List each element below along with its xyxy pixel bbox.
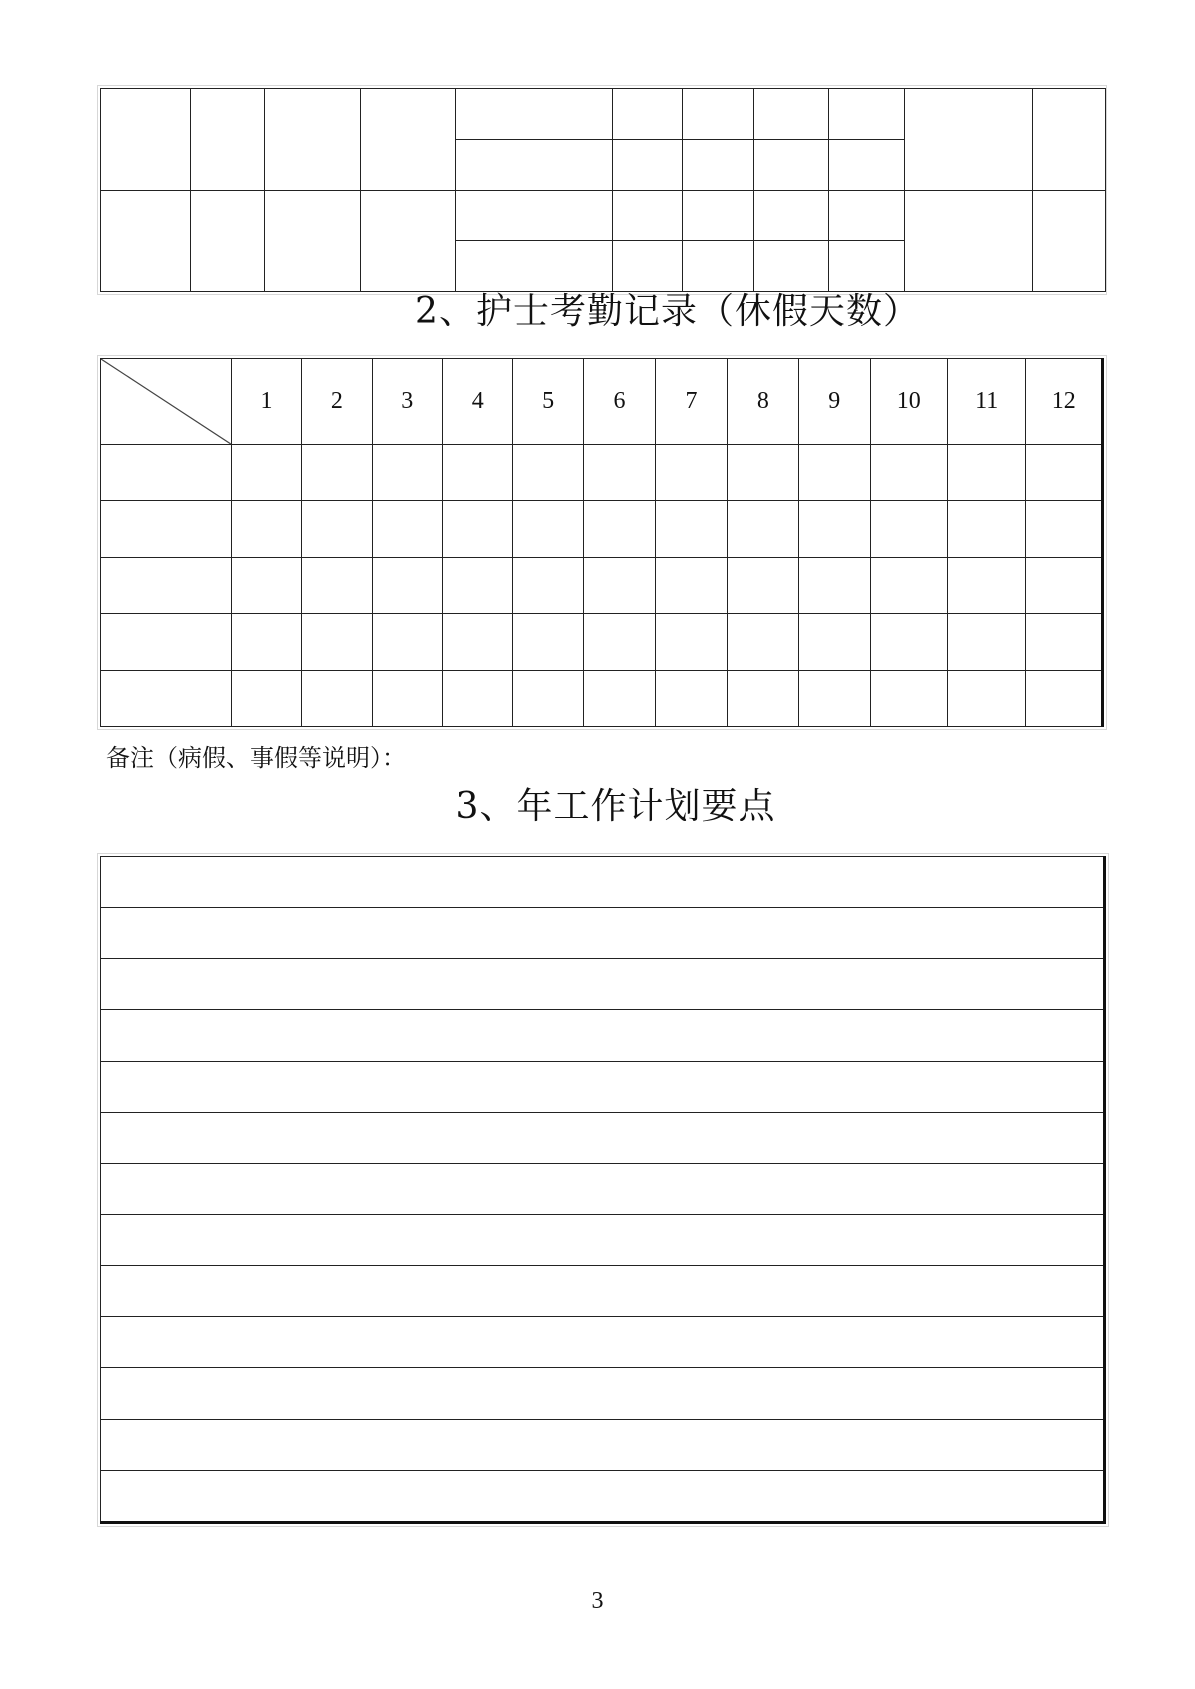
- table-cell[interactable]: [443, 501, 513, 557]
- work-plan-line[interactable]: [101, 1112, 1105, 1163]
- table-cell[interactable]: [583, 501, 655, 557]
- table-cell[interactable]: [302, 670, 372, 726]
- table-cell[interactable]: [513, 670, 583, 726]
- table-cell[interactable]: [947, 445, 1025, 501]
- table-cell[interactable]: [583, 670, 655, 726]
- table-cell[interactable]: [613, 190, 683, 241]
- table-cell[interactable]: [231, 501, 301, 557]
- month-header-row: [101, 359, 1103, 445]
- table-cell[interactable]: [799, 614, 870, 670]
- table-cell[interactable]: [727, 557, 798, 613]
- table-cell[interactable]: [456, 89, 613, 140]
- table-cell[interactable]: [513, 501, 583, 557]
- table-cell[interactable]: [947, 557, 1025, 613]
- table-cell[interactable]: [683, 190, 754, 241]
- table-cell[interactable]: [101, 501, 232, 557]
- table-cell[interactable]: [302, 501, 372, 557]
- page-number: 3: [591, 1588, 604, 1614]
- table-cell[interactable]: [372, 670, 442, 726]
- table-cell[interactable]: [443, 670, 513, 726]
- month-header-11: 11: [947, 359, 1025, 445]
- table-cell[interactable]: [191, 89, 265, 191]
- work-plan-line[interactable]: [101, 1470, 1105, 1522]
- table-cell[interactable]: [656, 614, 727, 670]
- table-cell[interactable]: [302, 557, 372, 613]
- table-cell[interactable]: [302, 614, 372, 670]
- table-cell[interactable]: [613, 89, 683, 140]
- table-cell[interactable]: [799, 670, 870, 726]
- table-cell[interactable]: [443, 445, 513, 501]
- month-header-2: 2: [302, 359, 372, 445]
- table-cell[interactable]: [231, 557, 301, 613]
- table-cell[interactable]: [361, 89, 456, 191]
- work-plan-line[interactable]: [101, 857, 1105, 908]
- table-cell[interactable]: [513, 445, 583, 501]
- table-cell[interactable]: [947, 501, 1025, 557]
- month-header-1: 1: [231, 359, 301, 445]
- table-cell[interactable]: [829, 89, 905, 140]
- work-plan-line[interactable]: [101, 1061, 1105, 1112]
- month-header-6: 6: [583, 359, 655, 445]
- table-cell[interactable]: [1026, 614, 1103, 670]
- table-cell[interactable]: [372, 614, 442, 670]
- attendance-row: [101, 670, 1103, 726]
- work-plan-section-title: 3、年工作计划要点: [455, 786, 776, 827]
- table-cell[interactable]: [754, 89, 829, 140]
- work-plan-line[interactable]: [101, 1214, 1105, 1265]
- table-cell[interactable]: [361, 190, 456, 292]
- table-cell[interactable]: [947, 614, 1025, 670]
- table-cell[interactable]: [656, 557, 727, 613]
- table-cell[interactable]: [613, 139, 683, 190]
- table-cell[interactable]: [583, 445, 655, 501]
- table-cell[interactable]: [1026, 670, 1103, 726]
- table-cell[interactable]: [905, 89, 1033, 191]
- work-plan-line[interactable]: [101, 1368, 1105, 1419]
- table-cell[interactable]: [1026, 445, 1103, 501]
- table-cell[interactable]: [799, 557, 870, 613]
- table-cell[interactable]: [101, 445, 232, 501]
- table-cell[interactable]: [683, 139, 754, 190]
- table-cell[interactable]: [302, 445, 372, 501]
- table-cell[interactable]: [905, 190, 1033, 292]
- continued-table: [97, 85, 1107, 295]
- table-cell[interactable]: [456, 190, 613, 241]
- table-cell[interactable]: [1033, 89, 1106, 191]
- table-cell[interactable]: [231, 614, 301, 670]
- table-cell[interactable]: [231, 445, 301, 501]
- table-cell[interactable]: [1026, 557, 1103, 613]
- table-cell[interactable]: [101, 557, 232, 613]
- table-cell[interactable]: [870, 445, 947, 501]
- attendance-row: [101, 614, 1103, 670]
- work-plan-line[interactable]: [101, 1010, 1105, 1061]
- work-plan-line[interactable]: [101, 1419, 1105, 1470]
- work-plan-line[interactable]: [101, 959, 1105, 1010]
- month-header-5: 5: [513, 359, 583, 445]
- table-cell[interactable]: [231, 670, 301, 726]
- work-plan-line[interactable]: [101, 1317, 1105, 1368]
- table-cell[interactable]: [870, 614, 947, 670]
- work-plan-line[interactable]: [101, 908, 1105, 959]
- month-header-4: 4: [443, 359, 513, 445]
- table-cell[interactable]: [265, 190, 361, 292]
- table-cell[interactable]: [443, 557, 513, 613]
- table-cell[interactable]: [372, 445, 442, 501]
- table-cell[interactable]: [727, 670, 798, 726]
- table-cell[interactable]: [191, 190, 265, 292]
- table-cell[interactable]: [372, 557, 442, 613]
- table-cell[interactable]: [1026, 501, 1103, 557]
- table-cell[interactable]: [754, 139, 829, 190]
- table-cell[interactable]: [101, 190, 191, 292]
- month-header-12: 12: [1026, 359, 1103, 445]
- table-cell[interactable]: [656, 445, 727, 501]
- work-plan-line[interactable]: [101, 1266, 1105, 1317]
- table-cell[interactable]: [372, 501, 442, 557]
- remark-label: 备注（病假、事假等说明）：: [106, 744, 406, 772]
- table-cell[interactable]: [101, 670, 232, 726]
- table-cell[interactable]: [583, 557, 655, 613]
- table-cell[interactable]: [870, 557, 947, 613]
- table-cell[interactable]: [513, 557, 583, 613]
- table-cell[interactable]: [870, 501, 947, 557]
- table-cell[interactable]: [727, 614, 798, 670]
- attendance-row: [101, 445, 1103, 501]
- attendance-row: [101, 501, 1103, 557]
- table-cell[interactable]: [656, 501, 727, 557]
- table-cell[interactable]: [754, 190, 829, 241]
- table-cell[interactable]: [799, 445, 870, 501]
- diagonal-header-cell: [101, 359, 232, 445]
- work-plan-line[interactable]: [101, 1163, 1105, 1214]
- month-header-9: 9: [799, 359, 870, 445]
- table-cell[interactable]: [101, 89, 191, 191]
- table-cell[interactable]: [583, 614, 655, 670]
- attendance-row: [101, 557, 1103, 613]
- table-cell[interactable]: [1033, 190, 1106, 292]
- table-cell[interactable]: [683, 89, 754, 140]
- month-header-8: 8: [727, 359, 798, 445]
- table-cell[interactable]: [870, 670, 947, 726]
- month-header-10: 10: [870, 359, 947, 445]
- table-cell[interactable]: [265, 89, 361, 191]
- table-cell[interactable]: [456, 139, 613, 190]
- table-cell[interactable]: [947, 670, 1025, 726]
- work-plan-table: [97, 853, 1109, 1527]
- table-cell[interactable]: [829, 139, 905, 190]
- table-cell[interactable]: [656, 670, 727, 726]
- attendance-section-title: 2、护士考勤记录（休假天数）: [415, 291, 920, 332]
- table-cell[interactable]: [727, 445, 798, 501]
- table-cell[interactable]: [799, 501, 870, 557]
- table-cell[interactable]: [101, 614, 232, 670]
- month-header-7: 7: [656, 359, 727, 445]
- table-cell[interactable]: [443, 614, 513, 670]
- diagonal-line: [101, 359, 231, 444]
- table-cell[interactable]: [513, 614, 583, 670]
- table-cell[interactable]: [727, 501, 798, 557]
- table-cell[interactable]: [829, 190, 905, 241]
- attendance-table: [97, 355, 1107, 730]
- month-header-3: 3: [372, 359, 442, 445]
